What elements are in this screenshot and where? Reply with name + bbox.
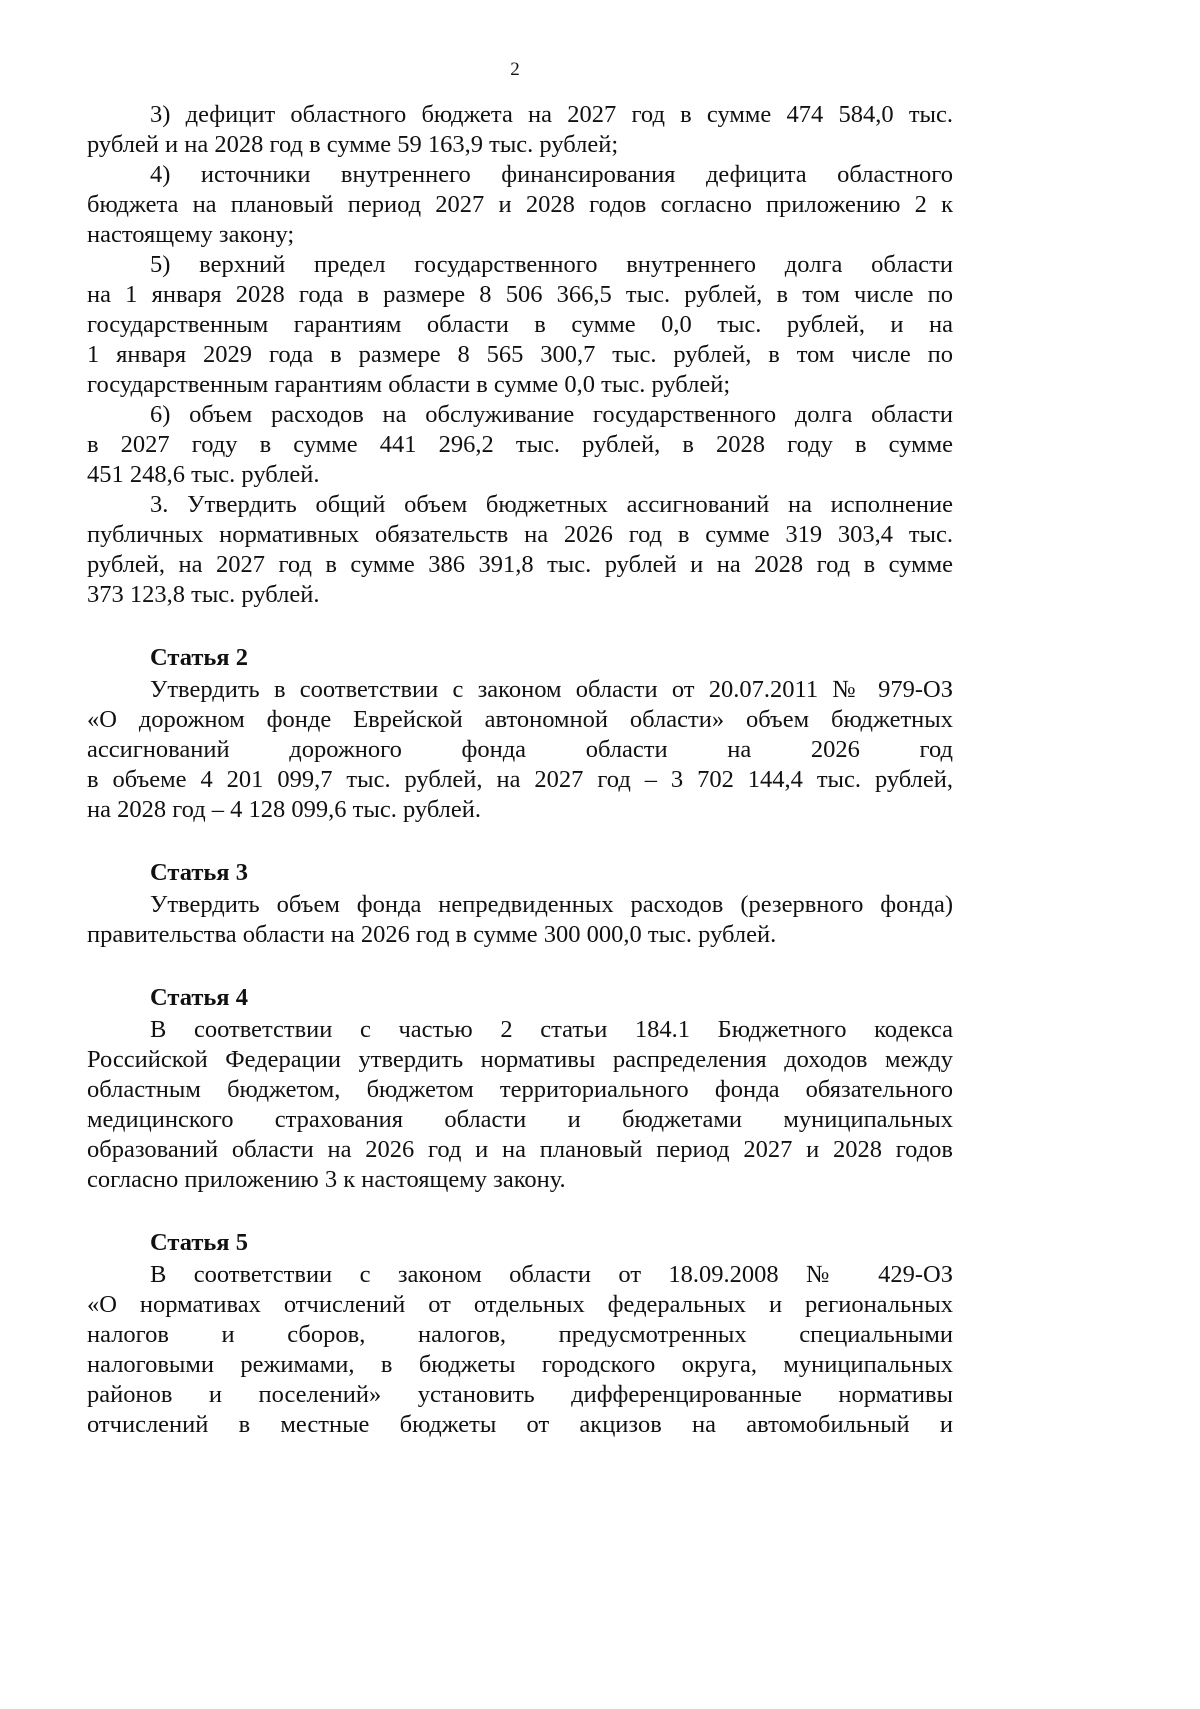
text-line: рублей, на 2027 год в сумме 386 391,8 тыс. рублей и на 2028 год в сумме <box>87 551 953 578</box>
text-line: в 2027 году в сумме 441 296,2 тыс. рублей, в 2028 году в сумме <box>87 431 953 458</box>
text-line: правительства области на 2026 год в сумме 300 000,0 тыс. рублей. <box>87 921 777 948</box>
text-line: 3. Утвердить общий объем бюджетных ассигнований на исполнение <box>150 491 953 518</box>
text-line: 5) верхний предел государственного внутреннего долга области <box>150 251 953 278</box>
item-6-paragraph <box>87 400 953 490</box>
text-line: медицинского страхования области и бюджетами муниципальных <box>87 1106 953 1133</box>
text-line: областным бюджетом, бюджетом территориального фонда обязательного <box>87 1076 953 1103</box>
article-2-heading: Статья 2 <box>150 644 248 671</box>
text-line: государственным гарантиям области в сумме 0,0 тыс. рублей, и на <box>87 311 953 338</box>
text-line: Российской Федерации утвердить нормативы распределения доходов между <box>87 1046 953 1073</box>
text-line: 451 248,6 тыс. рублей. <box>87 461 320 488</box>
text-line: рублей и на 2028 год в сумме 59 163,9 тыс. рублей; <box>87 131 619 158</box>
text-line: «О дорожном фонде Еврейской автономной области» объем бюджетных <box>87 706 953 733</box>
text-line: Утвердить объем фонда непредвиденных расходов (резервного фонда) <box>150 891 953 918</box>
text-line: 3) дефицит областного бюджета на 2027 год в сумме 474 584,0 тыс. <box>150 101 953 128</box>
text-line: В соответствии с законом области от 18.09.2008 № 429-ОЗ <box>150 1261 953 1288</box>
article-2-paragraph <box>87 675 953 825</box>
text-line: на 2028 год – 4 128 099,6 тыс. рублей. <box>87 796 482 823</box>
text-line: отчислений в местные бюджеты от акцизов на автомобильный и <box>87 1411 953 1438</box>
text-line: ассигнований дорожного фонда области на 2026 год <box>87 736 953 763</box>
item-5-paragraph <box>87 250 953 400</box>
text-line: В соответствии с частью 2 статьи 184.1 Бюджетного кодекса <box>150 1016 953 1043</box>
text-line: налоговыми режимами, в бюджеты городского округа, муниципальных <box>87 1351 953 1378</box>
text-line: бюджета на плановый период 2027 и 2028 годов согласно приложению 2 к <box>87 191 953 218</box>
item-3-paragraph <box>87 100 953 160</box>
text-line: «О нормативах отчислений от отдельных федеральных и региональных <box>87 1291 953 1318</box>
point-3-paragraph <box>87 490 953 610</box>
section-spacer <box>87 610 953 643</box>
article-4-heading: Статья 4 <box>150 984 248 1011</box>
text-line: 6) объем расходов на обслуживание государственного долга области <box>150 401 953 428</box>
text-line: налогов и сборов, налогов, предусмотренных специальными <box>87 1321 953 1348</box>
article-5-heading: Статья 5 <box>150 1229 248 1256</box>
text-line: Утвердить в соответствии с законом области от 20.07.2011 № 979-ОЗ <box>150 676 953 703</box>
text-line: в объеме 4 201 099,7 тыс. рублей, на 2027 год – 3 702 144,4 тыс. рублей, <box>87 766 953 793</box>
text-line: государственным гарантиям области в сумме 0,0 тыс. рублей; <box>87 371 731 398</box>
section-spacer <box>87 1195 953 1228</box>
document-body <box>87 100 953 1440</box>
article-4-paragraph <box>87 1015 953 1195</box>
item-4-paragraph <box>87 160 953 250</box>
text-line: районов и поселений» установить дифференцированные нормативы <box>87 1381 953 1408</box>
text-line: 4) источники внутреннего финансирования дефицита областного <box>150 161 953 188</box>
article-5-paragraph <box>87 1260 953 1440</box>
text-line: на 1 января 2028 года в размере 8 506 366,5 тыс. рублей, в том числе по <box>87 281 953 308</box>
text-line: согласно приложению 3 к настоящему закону. <box>87 1166 566 1193</box>
text-line: 373 123,8 тыс. рублей. <box>87 581 320 608</box>
page-number: 2 <box>510 59 520 80</box>
article-3-paragraph <box>87 890 953 950</box>
article-3-heading: Статья 3 <box>150 859 248 886</box>
text-line: образований области на 2026 год и на плановый период 2027 и 2028 годов <box>87 1136 953 1163</box>
text-line: 1 января 2029 года в размере 8 565 300,7 тыс. рублей, в том числе по <box>87 341 953 368</box>
text-line: публичных нормативных обязательств на 2026 год в сумме 319 303,4 тыс. <box>87 521 953 548</box>
text-line: настоящему закону; <box>87 221 295 248</box>
section-spacer <box>87 950 953 983</box>
section-spacer <box>87 825 953 858</box>
